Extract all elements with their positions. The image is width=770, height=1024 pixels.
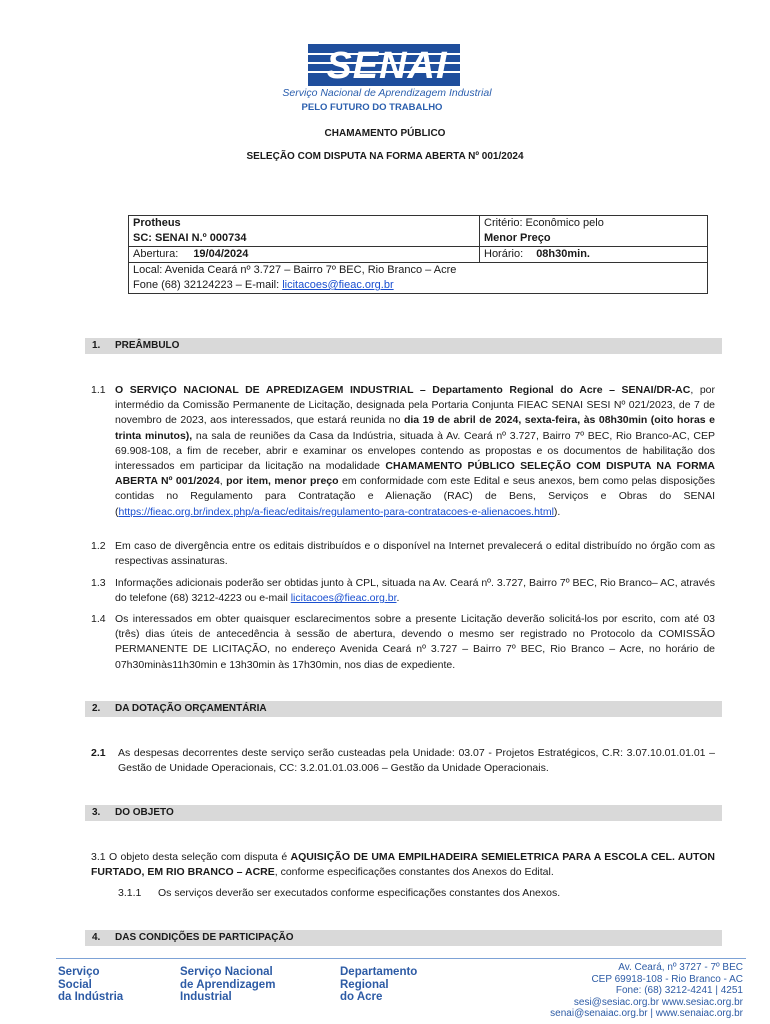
logo-wordmark: SENAI [326, 45, 448, 87]
document-title: CHAMAMENTO PÚBLICO [324, 128, 446, 139]
section-header-1 [85, 338, 722, 354]
section-number: 4. [92, 932, 101, 943]
local: Local: Avenida Ceará nº 3.727 – Bairro 7º BEC, Rio Branco – Acre [133, 264, 457, 276]
horario-label: Horário: [484, 248, 524, 260]
regulamento-link[interactable]: https://fieac.org.br/index.php/a-fieac/editais/regulamento-para-contratacoes-e-alienacoes.html [118, 505, 554, 518]
paragraph-number: 1.1 [91, 384, 106, 396]
section-number: 2. [92, 703, 101, 714]
horario-value: 08h30min. [536, 248, 590, 260]
abertura-label: Abertura: [133, 248, 179, 260]
slogan: PELO FUTURO DO TRABALHO [301, 102, 443, 113]
section-header-4 [85, 930, 722, 946]
email-link[interactable]: licitacoes@fieac.org.br [282, 279, 394, 291]
abertura-value: 19/04/2024 [193, 248, 249, 260]
footer-senai: Serviço Nacional de Aprendizagem Industrial [180, 966, 276, 1003]
info-table [128, 215, 708, 294]
sc-number: SC: SENAI N.º 000734 [133, 232, 247, 244]
paragraph-1-4: Os interessados em obter quaisquer esclarecimentos sobre a presente Licitação deverão solicitá-los por escrito, com até 03 (três) dias úteis de antecedência à sessão de abertura, devendo o mesmo ser registrado no Protocolo da COMISSÃO PERMANENTE DE LICITAÇÃO, no endereço Avenida Ceará nº 3.727 – Bairro 7º BEC, Rio Branco – Acre, no horário de 07h30minàs11h30min e 13h30min às 17h30min, nos dias de expediente. [115, 613, 715, 671]
footer-address: Av. Ceará, nº 3727 - 7º BEC CEP 69918-108 - Rio Branco - AC Fone: (68) 3212-4241 | 4251 sesi@sesiac.org.br www.sesiac.org.br senai@senaiac.org.br | www.senaiac.org.br [550, 962, 743, 1019]
institution-name: Serviço Nacional de Aprendizagem Industrial [282, 87, 492, 99]
section-number: 3. [92, 807, 101, 818]
paragraph-3-1-1: Os serviços deverão ser executados conforme especificações constantes dos Anexos. [158, 887, 561, 899]
footer-departamento: Departamento Regional do Acre [340, 966, 418, 1003]
fone: Fone (68) 32124223 – E-mail: [133, 279, 283, 291]
section-header-2 [85, 701, 722, 717]
system-name: Protheus [133, 217, 181, 229]
paragraph-1-3: Informações adicionais poderão ser obtidas junto à CPL, situada na Av. Ceará nº. 3.727, Bairro 7º BEC, Rio Branco– AC, através do telefone (68) 3212-4223 ou e-mail licitacoes@fieac.org.br. [115, 577, 715, 605]
footer-divider [56, 958, 746, 959]
paragraph-1-2: Em caso de divergência entre os editais distribuídos e o disponível na Internet prevalecerá o edital distribuído no órgão com as respectivas assinaturas. [115, 540, 715, 568]
criterio: Critério: Econômico pelo [484, 217, 604, 229]
section-number: 1. [92, 340, 101, 351]
section-label: PREÂMBULO [115, 340, 180, 351]
paragraph-number: 2.1 [91, 747, 106, 759]
document-subtitle: SELEÇÃO COM DISPUTA NA FORMA ABERTA Nº 001/2024 [246, 151, 524, 162]
paragraph-1-1: O SERVIÇO NACIONAL DE APREDIZAGEM INDUSTRIAL – Departamento Regional do Acre – SENAI/DR-AC, por intermédio da Comissão Permanente de Licitação, designada pela Portaria Conjunta FIEAC SENAI SESI Nº 021/2023, de 7 de novembro de 2023, aos interessados, que estará reunida no dia 19 de abril de 2024, sexta-feira, às 08h30min (oito horas e trinta minutos), na sala de reuniões da Casa da Indústria, situada à Av. Ceará nº 3.727, Bairro 7º BEC, Rio Branco-AC, CEP 69.908-108, a fim de receber, abrir e examinar os envelopes contendo as propostas e os documentos de habilitação dos interessados em participar da licitação na modalidade CHAMAMENTO PÚBLICO SELEÇÃO COM DISPUTA NA FORMA ABERTA Nº 001/2024, por item, menor preço em conformidade com este Edital e seus anexos, bem como pelas disposições contidas no Regulamento para Contratação e Alienação (RAC) de Bens, Serviços e Obras do SENAI (https://fieac.org.br/index.php/a-fieac/editais/regulamento-para-contratacoes-e-alienacoes.html). [115, 384, 715, 518]
criterio-value: Menor Preço [484, 232, 551, 244]
paragraph-2-1: As despesas decorrentes deste serviço serão custeadas pela Unidade: 03.07 - Projetos Estratégicos, C.R: 3.07.10.01.01.01 – Gestão de Unidade Operacionais, CC: 3.2.01.01.03.006 – Gestão da Unidade Operacionais. [118, 747, 715, 775]
paragraph-number: 1.4 [91, 613, 106, 625]
senai-logo [308, 44, 460, 86]
paragraph-number: 1.3 [91, 577, 106, 589]
section-label: DA DOTAÇÃO ORÇAMENTÁRIA [115, 703, 267, 714]
paragraph-3-1: 3.1 O objeto desta seleção com disputa é AQUISIÇÃO DE UMA EMPILHADEIRA SEMIELETRICA PARA A ESCOLA CEL. AUTON FURTADO, EM RIO BRANCO – ACRE, conforme especificações constantes dos Anexos do Edital. [91, 851, 715, 879]
footer-sesi: Serviço Social da Indústria [58, 966, 124, 1003]
section-header-3 [85, 805, 722, 821]
section-label: DO OBJETO [115, 807, 174, 818]
section-label: DAS CONDIÇÕES DE PARTICIPAÇÃO [115, 932, 294, 943]
email-link[interactable]: licitacoes@fieac.org.br [290, 592, 397, 605]
paragraph-number: 1.2 [91, 540, 106, 552]
paragraph-number: 3.1.1 [118, 887, 142, 899]
